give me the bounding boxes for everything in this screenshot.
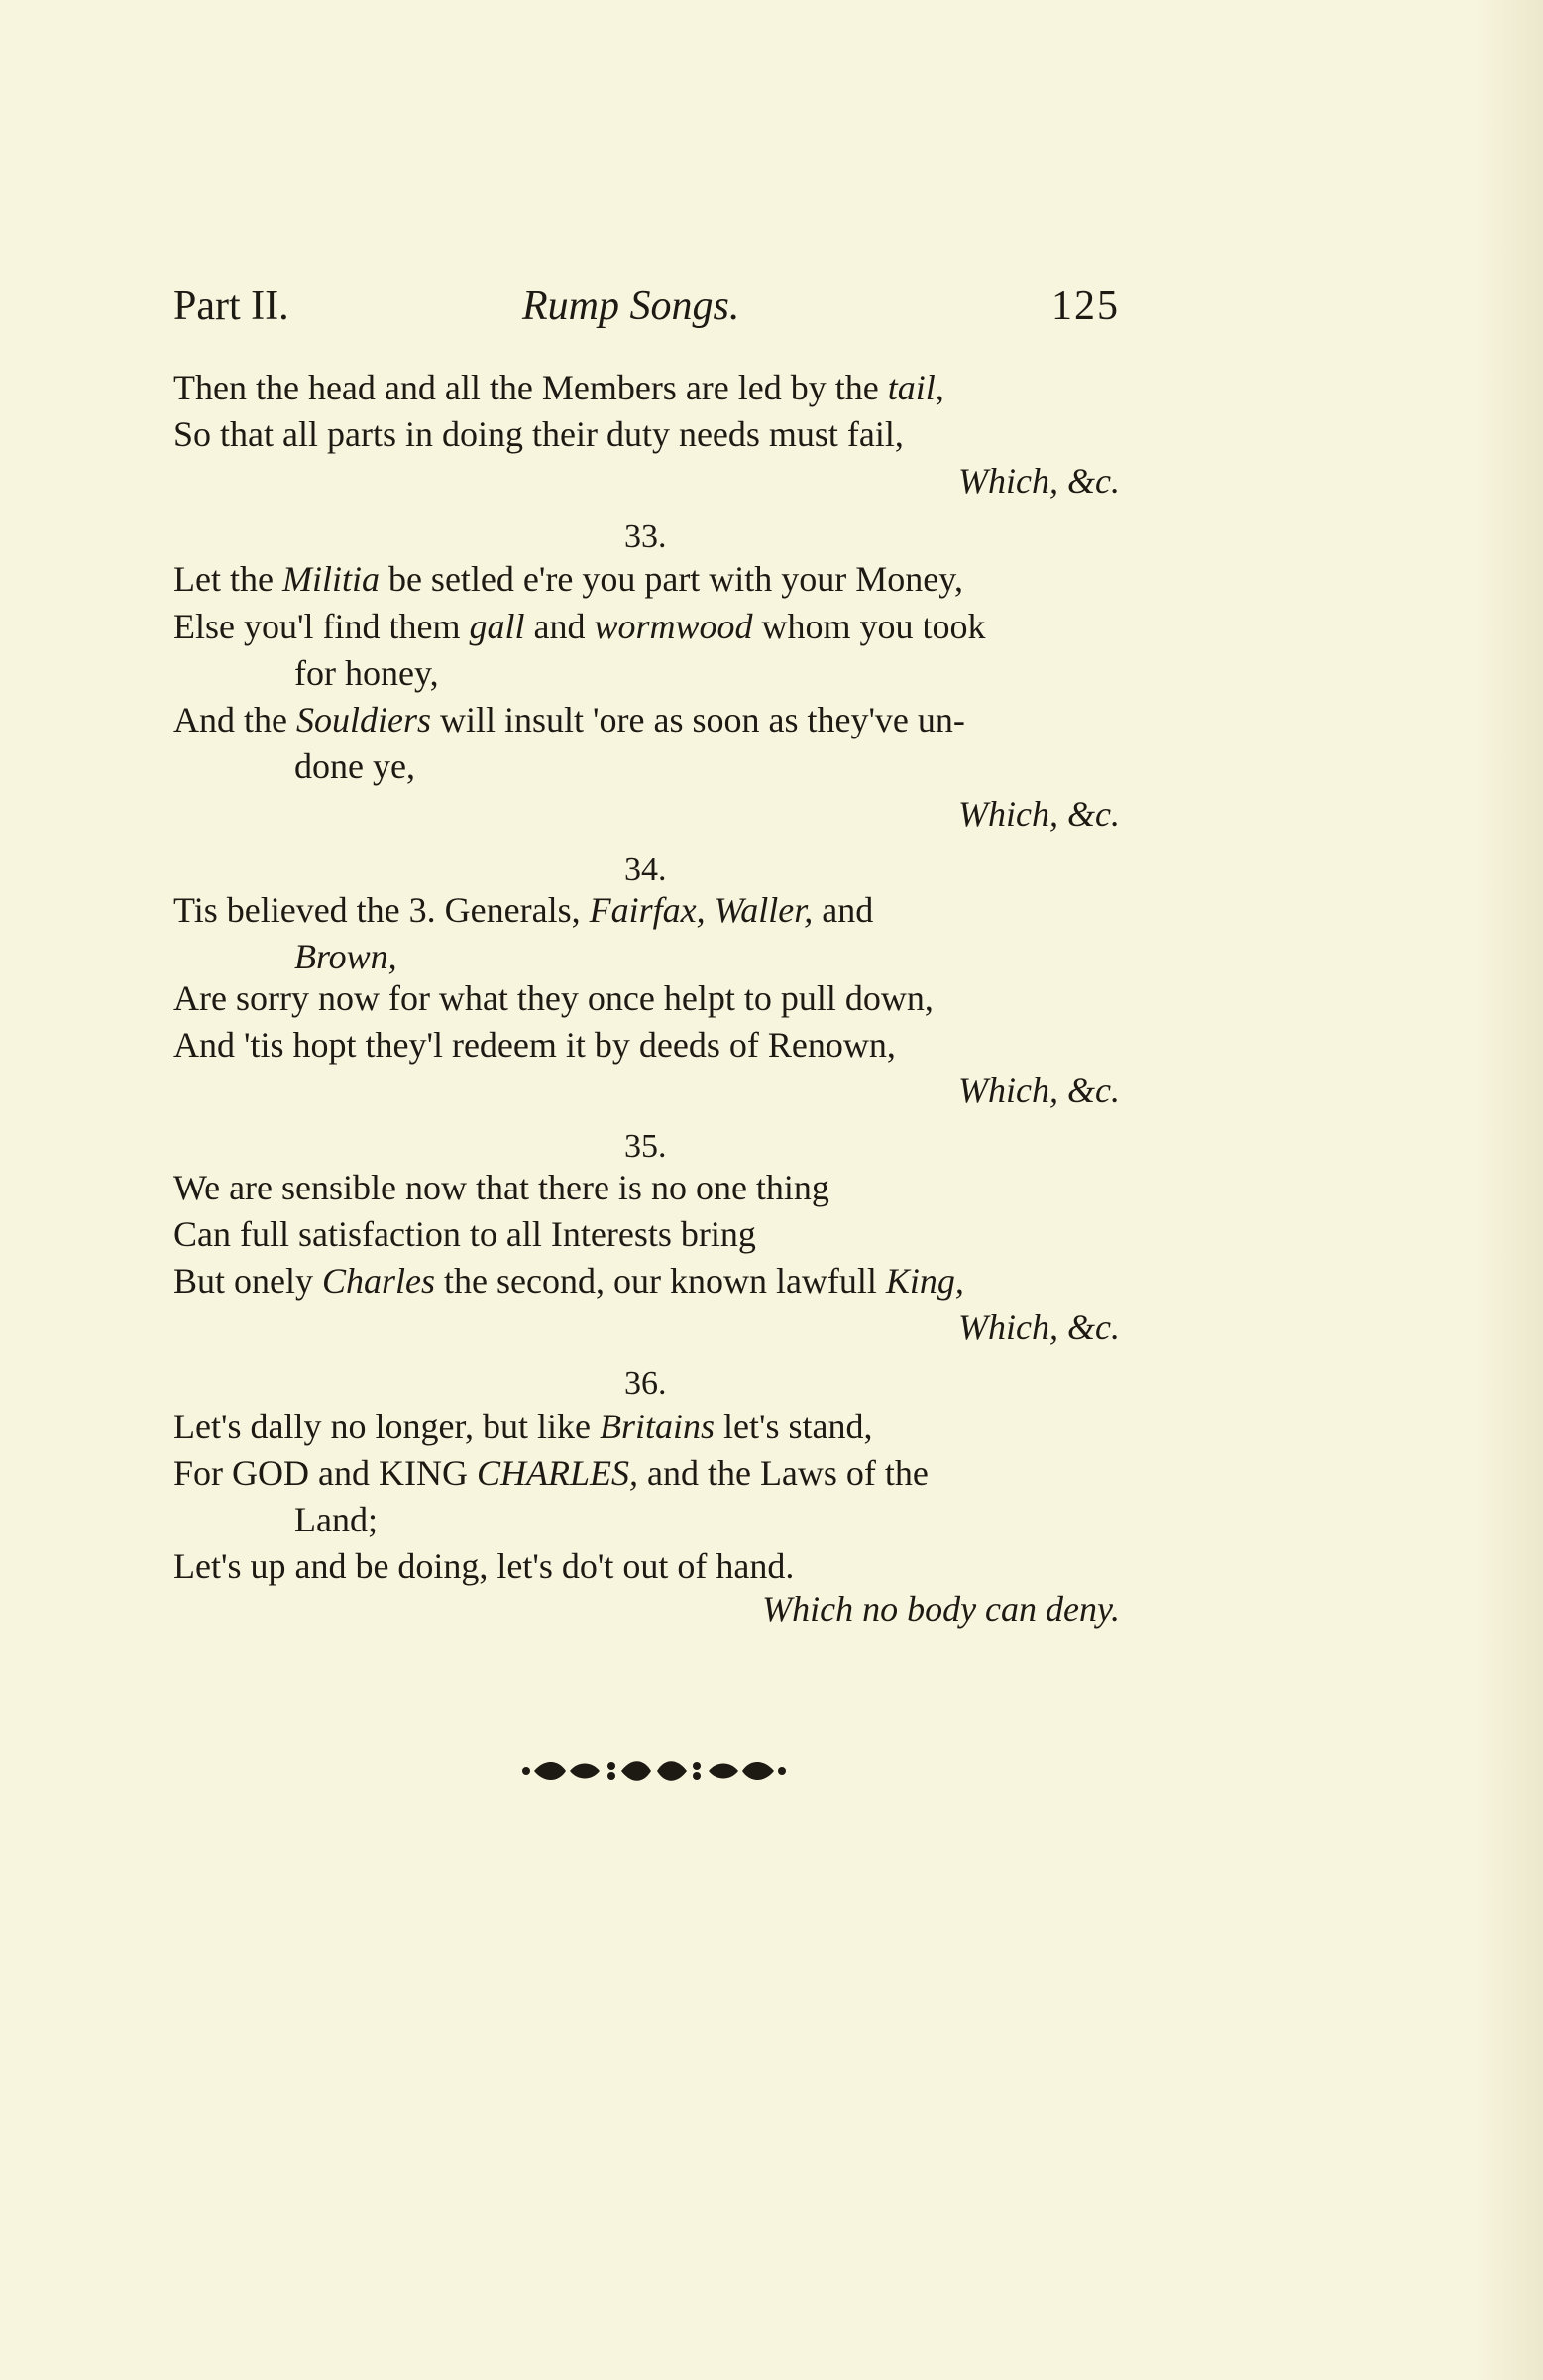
verse-line: So that all parts in doing their duty needs must fail,	[173, 414, 904, 454]
verse-line: But onely Charles the second, our known lawfull King,	[173, 1261, 964, 1301]
verse-line: Else you'l find them gall and wormwood whom you took	[173, 607, 986, 646]
page-edge-shadow	[1474, 0, 1543, 2380]
running-title: Rump Songs.	[522, 283, 740, 329]
tailpiece-ornament-icon	[520, 1757, 788, 1786]
verse-line: Then the head and all the Members are led by the tail,	[173, 368, 944, 407]
verse-line: done ye,	[294, 746, 415, 786]
verse-line: For GOD and KING CHARLES, and the Laws of the	[173, 1453, 929, 1493]
refrain-line: Which, &c.	[958, 794, 1120, 834]
verse-line: Let the Militia be setled e're you part with your Money,	[173, 559, 963, 599]
refrain-line: Which, &c.	[958, 1071, 1120, 1110]
verse-line: Are sorry now for what they once helpt to pull down,	[173, 978, 934, 1018]
verse-line: Let's up and be doing, let's do't out of hand.	[173, 1546, 795, 1586]
part-label: Part II.	[173, 283, 289, 329]
verse-line: for honey,	[294, 653, 439, 693]
page-number: 125	[1051, 283, 1120, 329]
verse-line: We are sensible now that there is no one thing	[173, 1168, 829, 1207]
stanza-number: 35.	[624, 1128, 667, 1165]
refrain-line: Which, &c.	[958, 461, 1120, 501]
verse-line: Tis believed the 3. Generals, Fairfax, Waller, and	[173, 890, 874, 930]
running-header	[173, 283, 1120, 342]
verse-line: Brown,	[294, 937, 397, 976]
stanza-number: 34.	[624, 851, 667, 888]
stanza-number: 36.	[624, 1365, 667, 1402]
verse-line: Land;	[294, 1500, 378, 1539]
verse-line: Can full satisfaction to all Interests bring	[173, 1214, 756, 1254]
refrain-line: Which, &c.	[958, 1307, 1120, 1347]
verse-line: And 'tis hopt they'l redeem it by deeds of Renown,	[173, 1025, 896, 1065]
stanza-number: 33.	[624, 518, 667, 555]
verse-line: And the Souldiers will insult 'ore as soon as they've un-	[173, 700, 965, 739]
refrain-line: Which no body can deny.	[762, 1589, 1120, 1629]
verse-line: Let's dally no longer, but like Britains let's stand,	[173, 1407, 873, 1446]
